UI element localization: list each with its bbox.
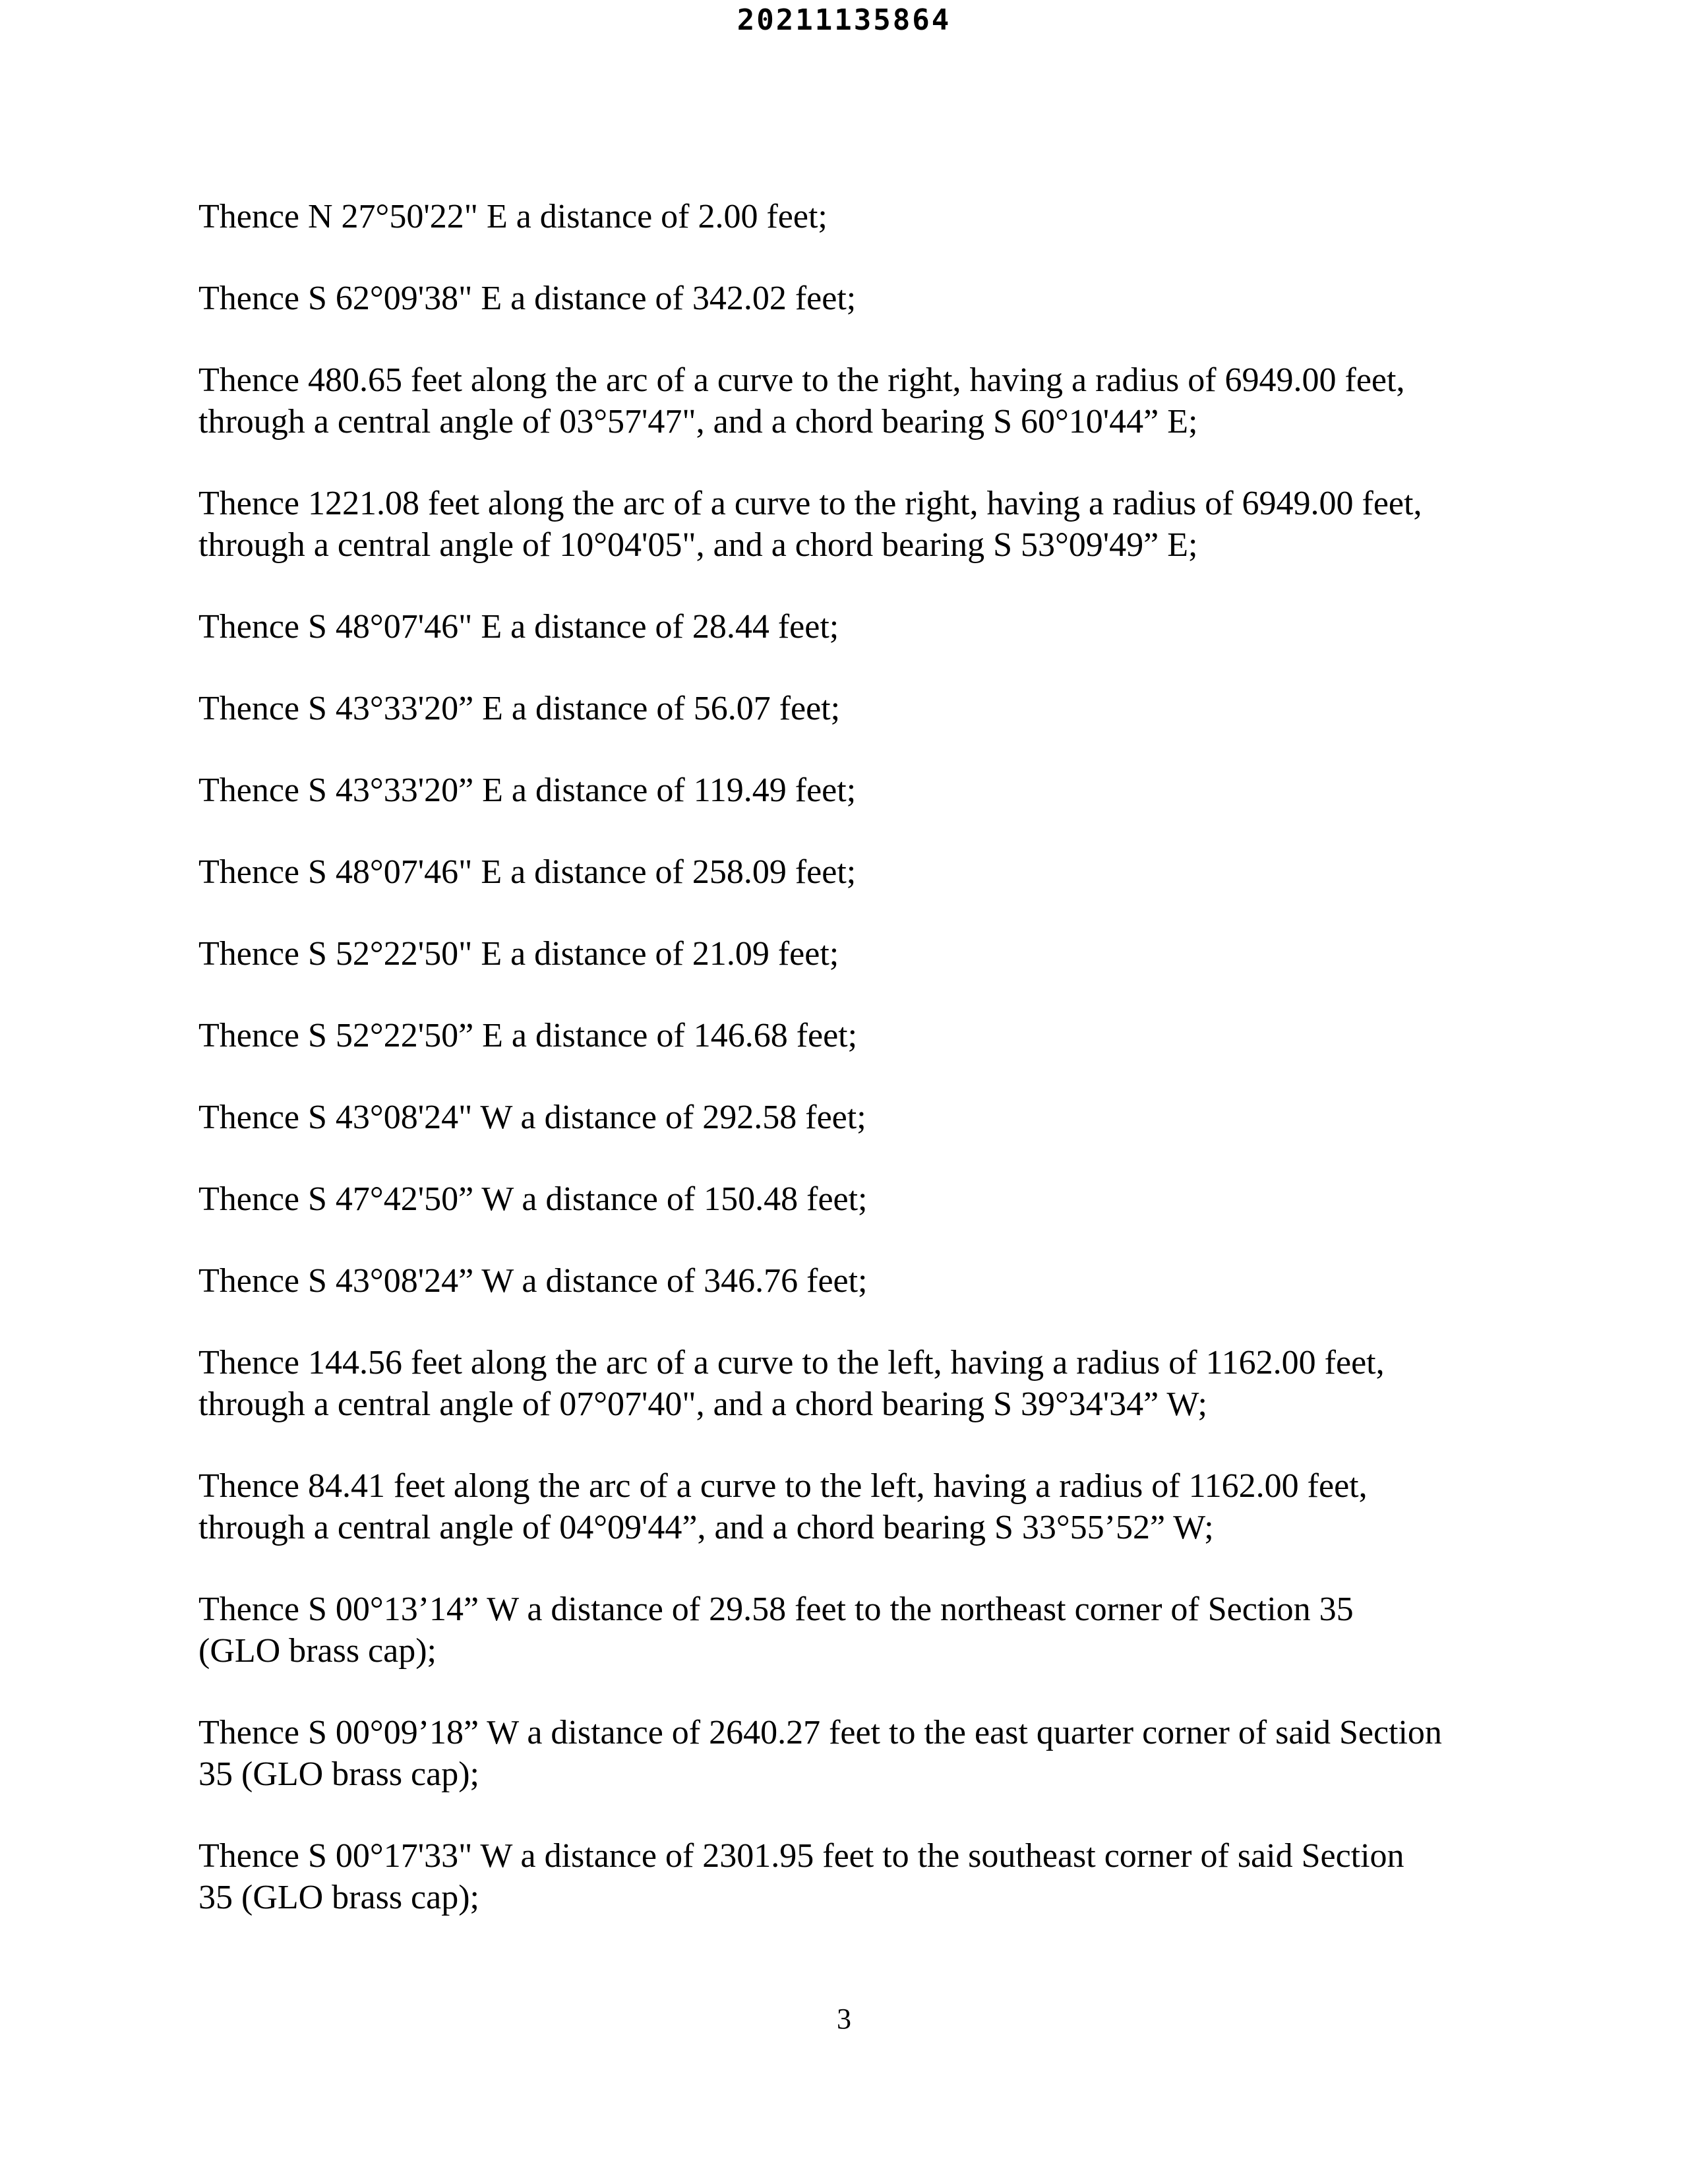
course-paragraph: Thence S 00°13’14” W a distance of 29.58 feet to the northeast corner of Section 35 (GLO brass cap); [198, 1591, 1354, 1670]
course-paragraph: Thence S 00°17'33" W a distance of 2301.95 feet to the southeast corner of said Section 35 (GLO brass cap); [198, 1837, 1404, 1916]
course-paragraph: Thence S 62°09'38" E a distance of 342.02 feet; [198, 280, 857, 317]
course-paragraph: Thence S 00°09’18” W a distance of 2640.27 feet to the east quarter corner of said Section 35 (GLO brass cap); [198, 1714, 1442, 1793]
legal-description-body [198, 196, 1537, 1958]
course-paragraph: Thence S 47°42'50” W a distance of 150.48 feet; [198, 1180, 868, 1218]
curve-paragraph: Thence 84.41 feet along the arc of a curve to the left, having a radius of 1162.00 feet, through a central angle of 04°09'44”, and a chord bearing S 33°55’52” W; [198, 1467, 1368, 1546]
curve-paragraph: Thence 480.65 feet along the arc of a curve to the right, having a radius of 6949.00 feet, through a central angle of 03°57'47", and a chord bearing S 60°10'44” E; [198, 361, 1405, 440]
course-paragraph: Thence S 52°22'50” E a distance of 146.68 feet; [198, 1017, 858, 1054]
course-paragraph: Thence S 52°22'50" E a distance of 21.09 feet; [198, 935, 839, 973]
course-paragraph: Thence S 48°07'46" E a distance of 258.09 feet; [198, 853, 857, 891]
course-paragraph: Thence S 43°33'20” E a distance of 56.07 feet; [198, 690, 841, 727]
curve-paragraph: Thence 144.56 feet along the arc of a curve to the left, having a radius of 1162.00 feet, through a central angle of 07°07'40", and a chord bearing S 39°34'34” W; [198, 1344, 1385, 1423]
document-number: 20211135864 [737, 3, 951, 37]
course-paragraph: Thence S 43°33'20” E a distance of 119.49 feet; [198, 772, 857, 809]
course-paragraph: Thence S 48°07'46" E a distance of 28.44 feet; [198, 608, 839, 646]
curve-paragraph: Thence 1221.08 feet along the arc of a curve to the right, having a radius of 6949.00 feet, through a central angle of 10°04'05", and a chord bearing S 53°09'49” E; [198, 485, 1422, 564]
course-paragraph: Thence N 27°50'22" E a distance of 2.00 feet; [198, 198, 828, 235]
course-paragraph: Thence S 43°08'24" W a distance of 292.58 feet; [198, 1099, 866, 1136]
page-number: 3 [837, 2003, 851, 2035]
course-paragraph: Thence S 43°08'24” W a distance of 346.76 feet; [198, 1262, 868, 1300]
